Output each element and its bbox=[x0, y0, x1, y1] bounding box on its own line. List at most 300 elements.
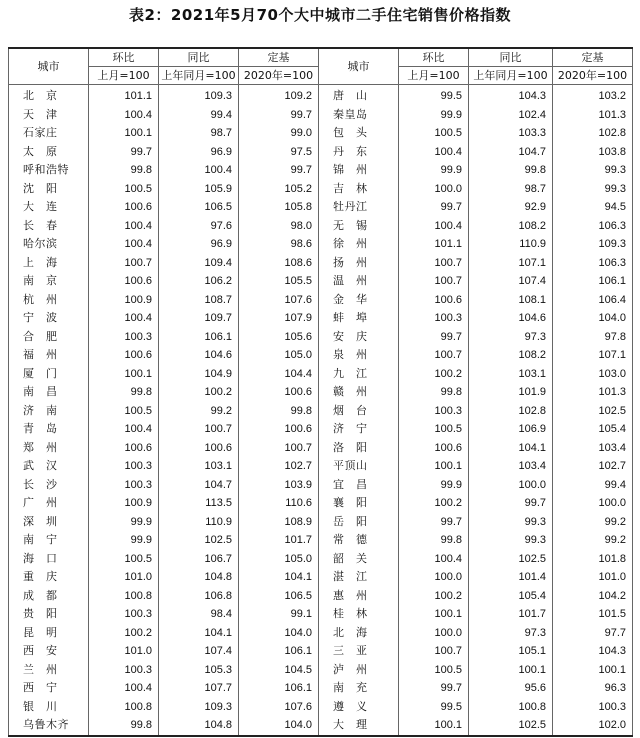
table-row bbox=[9, 328, 633, 347]
left-city-name: 天 津 bbox=[9, 106, 89, 125]
right-yoy-value: 108.1 bbox=[469, 291, 553, 310]
table-row bbox=[9, 716, 633, 736]
fixed-header-right: 定基 bbox=[553, 48, 633, 67]
left-yoy-value: 96.9 bbox=[159, 235, 239, 254]
right-city-name: 泉 州 bbox=[319, 346, 399, 365]
right-fixed-value: 101.0 bbox=[553, 568, 633, 587]
right-fixed-value: 104.0 bbox=[553, 309, 633, 328]
left-yoy-value: 104.8 bbox=[159, 716, 239, 736]
right-mom-value: 100.5 bbox=[399, 124, 469, 143]
right-yoy-value: 97.3 bbox=[469, 328, 553, 347]
left-mom-value: 100.3 bbox=[89, 661, 159, 680]
right-fixed-value: 106.3 bbox=[553, 254, 633, 273]
right-fixed-value: 106.4 bbox=[553, 291, 633, 310]
right-yoy-value: 100.0 bbox=[469, 476, 553, 495]
left-mom-value: 100.7 bbox=[89, 254, 159, 273]
left-fixed-value: 108.6 bbox=[239, 254, 319, 273]
right-yoy-value: 101.4 bbox=[469, 568, 553, 587]
right-mom-value: 100.4 bbox=[399, 143, 469, 162]
city-header-left: 城市 bbox=[9, 48, 89, 85]
left-mom-value: 100.3 bbox=[89, 457, 159, 476]
left-fixed-value: 104.0 bbox=[239, 624, 319, 643]
right-fixed-value: 101.5 bbox=[553, 605, 633, 624]
right-yoy-value: 105.4 bbox=[469, 587, 553, 606]
right-mom-value: 99.5 bbox=[399, 698, 469, 717]
left-fixed-value: 104.1 bbox=[239, 568, 319, 587]
right-fixed-value: 99.2 bbox=[553, 513, 633, 532]
right-city-name: 丹 东 bbox=[319, 143, 399, 162]
right-fixed-value: 101.3 bbox=[553, 383, 633, 402]
left-city-name: 长 沙 bbox=[9, 476, 89, 495]
table-row bbox=[9, 642, 633, 661]
left-yoy-value: 104.7 bbox=[159, 476, 239, 495]
table-row bbox=[9, 309, 633, 328]
left-fixed-value: 106.1 bbox=[239, 642, 319, 661]
right-mom-value: 100.2 bbox=[399, 494, 469, 513]
left-yoy-value: 102.5 bbox=[159, 531, 239, 550]
left-yoy-value: 109.3 bbox=[159, 85, 239, 106]
left-fixed-value: 97.5 bbox=[239, 143, 319, 162]
left-fixed-value: 98.0 bbox=[239, 217, 319, 236]
left-yoy-value: 103.1 bbox=[159, 457, 239, 476]
table-row bbox=[9, 513, 633, 532]
left-city-name: 济 南 bbox=[9, 402, 89, 421]
right-fixed-value: 97.7 bbox=[553, 624, 633, 643]
right-mom-value: 99.8 bbox=[399, 531, 469, 550]
table-row bbox=[9, 365, 633, 384]
right-fixed-value: 103.0 bbox=[553, 365, 633, 384]
left-city-name: 深 圳 bbox=[9, 513, 89, 532]
right-mom-value: 100.7 bbox=[399, 254, 469, 273]
right-yoy-value: 104.6 bbox=[469, 309, 553, 328]
right-mom-value: 100.0 bbox=[399, 568, 469, 587]
left-mom-value: 100.4 bbox=[89, 235, 159, 254]
left-yoy-value: 106.2 bbox=[159, 272, 239, 291]
right-yoy-value: 97.3 bbox=[469, 624, 553, 643]
right-fixed-value: 107.1 bbox=[553, 346, 633, 365]
right-mom-value: 99.5 bbox=[399, 85, 469, 106]
right-yoy-value: 108.2 bbox=[469, 217, 553, 236]
page-title: 表2：2021年5月70个大中城市二手住宅销售价格指数 bbox=[129, 6, 511, 24]
right-yoy-value: 103.4 bbox=[469, 457, 553, 476]
table-row bbox=[9, 605, 633, 624]
right-mom-value: 100.5 bbox=[399, 420, 469, 439]
left-fixed-value: 104.0 bbox=[239, 716, 319, 736]
left-yoy-value: 98.4 bbox=[159, 605, 239, 624]
left-yoy-value: 104.9 bbox=[159, 365, 239, 384]
left-yoy-value: 104.1 bbox=[159, 624, 239, 643]
left-fixed-value: 107.9 bbox=[239, 309, 319, 328]
right-city-name: 金 华 bbox=[319, 291, 399, 310]
yoy-header-left: 同比 bbox=[159, 48, 239, 67]
right-yoy-value: 102.5 bbox=[469, 716, 553, 736]
left-fixed-value: 99.7 bbox=[239, 161, 319, 180]
right-yoy-value: 103.3 bbox=[469, 124, 553, 143]
left-fixed-value: 105.5 bbox=[239, 272, 319, 291]
left-city-name: 北 京 bbox=[9, 85, 89, 106]
left-yoy-value: 109.7 bbox=[159, 309, 239, 328]
left-mom-value: 101.0 bbox=[89, 642, 159, 661]
right-fixed-value: 100.1 bbox=[553, 661, 633, 680]
right-yoy-value: 103.1 bbox=[469, 365, 553, 384]
right-city-name: 包 头 bbox=[319, 124, 399, 143]
left-fixed-value: 110.6 bbox=[239, 494, 319, 513]
left-mom-value: 100.9 bbox=[89, 494, 159, 513]
right-city-name: 烟 台 bbox=[319, 402, 399, 421]
right-fixed-value: 101.3 bbox=[553, 106, 633, 125]
left-yoy-value: 108.7 bbox=[159, 291, 239, 310]
left-mom-value: 100.2 bbox=[89, 624, 159, 643]
right-city-name: 桂 林 bbox=[319, 605, 399, 624]
left-mom-value: 100.5 bbox=[89, 550, 159, 569]
right-fixed-value: 103.2 bbox=[553, 85, 633, 106]
left-fixed-value: 104.4 bbox=[239, 365, 319, 384]
right-yoy-value: 101.7 bbox=[469, 605, 553, 624]
left-yoy-value: 109.4 bbox=[159, 254, 239, 273]
right-yoy-value: 107.1 bbox=[469, 254, 553, 273]
left-city-name: 兰 州 bbox=[9, 661, 89, 680]
right-mom-value: 100.7 bbox=[399, 346, 469, 365]
left-mom-value: 101.0 bbox=[89, 568, 159, 587]
right-mom-value: 100.0 bbox=[399, 180, 469, 199]
right-mom-value: 100.2 bbox=[399, 587, 469, 606]
table-row bbox=[9, 291, 633, 310]
right-city-name: 扬 州 bbox=[319, 254, 399, 273]
left-yoy-value: 107.4 bbox=[159, 642, 239, 661]
right-city-name: 洛 阳 bbox=[319, 439, 399, 458]
right-fixed-value: 102.5 bbox=[553, 402, 633, 421]
left-mom-value: 100.4 bbox=[89, 679, 159, 698]
right-city-name: 遵 义 bbox=[319, 698, 399, 717]
right-city-name: 吉 林 bbox=[319, 180, 399, 199]
right-fixed-value: 106.1 bbox=[553, 272, 633, 291]
left-mom-value: 100.6 bbox=[89, 198, 159, 217]
right-city-name: 锦 州 bbox=[319, 161, 399, 180]
left-city-name: 南 宁 bbox=[9, 531, 89, 550]
left-fixed-value: 99.0 bbox=[239, 124, 319, 143]
right-fixed-value: 109.3 bbox=[553, 235, 633, 254]
right-fixed-value: 100.0 bbox=[553, 494, 633, 513]
left-yoy-value: 100.2 bbox=[159, 383, 239, 402]
right-mom-value: 100.3 bbox=[399, 402, 469, 421]
left-yoy-value: 99.4 bbox=[159, 106, 239, 125]
left-yoy-value: 99.2 bbox=[159, 402, 239, 421]
right-city-name: 岳 阳 bbox=[319, 513, 399, 532]
left-city-name: 上 海 bbox=[9, 254, 89, 273]
left-city-name: 郑 州 bbox=[9, 439, 89, 458]
left-yoy-value: 106.7 bbox=[159, 550, 239, 569]
left-city-name: 宁 波 bbox=[9, 309, 89, 328]
right-yoy-value: 92.9 bbox=[469, 198, 553, 217]
left-yoy-value: 100.6 bbox=[159, 439, 239, 458]
left-city-name: 海 口 bbox=[9, 550, 89, 569]
right-city-name: 牡丹江 bbox=[319, 198, 399, 217]
left-yoy-value: 100.4 bbox=[159, 161, 239, 180]
right-mom-value: 100.6 bbox=[399, 291, 469, 310]
left-city-name: 乌鲁木齐 bbox=[9, 716, 89, 736]
left-fixed-value: 98.6 bbox=[239, 235, 319, 254]
right-yoy-value: 99.3 bbox=[469, 513, 553, 532]
right-fixed-value: 96.3 bbox=[553, 679, 633, 698]
left-fixed-value: 106.5 bbox=[239, 587, 319, 606]
right-fixed-value: 104.3 bbox=[553, 642, 633, 661]
right-city-name: 蚌 埠 bbox=[319, 309, 399, 328]
left-city-name: 武 汉 bbox=[9, 457, 89, 476]
left-fixed-value: 99.1 bbox=[239, 605, 319, 624]
table-row bbox=[9, 346, 633, 365]
left-city-name: 重 庆 bbox=[9, 568, 89, 587]
table-row bbox=[9, 198, 633, 217]
right-fixed-value: 103.4 bbox=[553, 439, 633, 458]
right-yoy-value: 104.3 bbox=[469, 85, 553, 106]
right-mom-value: 100.5 bbox=[399, 661, 469, 680]
yoy-subheader-left: 上年同月=100 bbox=[159, 67, 239, 85]
left-mom-value: 101.1 bbox=[89, 85, 159, 106]
right-yoy-value: 99.3 bbox=[469, 531, 553, 550]
left-city-name: 合 肥 bbox=[9, 328, 89, 347]
right-fixed-value: 105.4 bbox=[553, 420, 633, 439]
left-city-name: 石家庄 bbox=[9, 124, 89, 143]
left-yoy-value: 107.7 bbox=[159, 679, 239, 698]
right-city-name: 秦皇岛 bbox=[319, 106, 399, 125]
left-yoy-value: 104.8 bbox=[159, 568, 239, 587]
left-fixed-value: 102.7 bbox=[239, 457, 319, 476]
right-city-name: 无 锡 bbox=[319, 217, 399, 236]
right-yoy-value: 102.5 bbox=[469, 550, 553, 569]
right-fixed-value: 99.4 bbox=[553, 476, 633, 495]
right-yoy-value: 101.9 bbox=[469, 383, 553, 402]
right-city-name: 济 宁 bbox=[319, 420, 399, 439]
right-city-name: 惠 州 bbox=[319, 587, 399, 606]
left-fixed-value: 104.5 bbox=[239, 661, 319, 680]
table-row bbox=[9, 143, 633, 162]
right-yoy-value: 104.7 bbox=[469, 143, 553, 162]
right-yoy-value: 106.9 bbox=[469, 420, 553, 439]
right-mom-value: 99.8 bbox=[399, 383, 469, 402]
right-yoy-value: 99.7 bbox=[469, 494, 553, 513]
left-mom-value: 100.6 bbox=[89, 346, 159, 365]
table-row bbox=[9, 106, 633, 125]
table-row bbox=[9, 679, 633, 698]
right-fixed-value: 99.2 bbox=[553, 531, 633, 550]
table-row bbox=[9, 180, 633, 199]
left-fixed-value: 105.6 bbox=[239, 328, 319, 347]
right-city-name: 湛 江 bbox=[319, 568, 399, 587]
table-row bbox=[9, 217, 633, 236]
right-fixed-value: 102.8 bbox=[553, 124, 633, 143]
right-mom-value: 100.7 bbox=[399, 642, 469, 661]
right-city-name: 温 州 bbox=[319, 272, 399, 291]
right-city-name: 泸 州 bbox=[319, 661, 399, 680]
left-fixed-value: 100.6 bbox=[239, 383, 319, 402]
table-row bbox=[9, 420, 633, 439]
right-mom-value: 100.6 bbox=[399, 439, 469, 458]
right-mom-value: 100.4 bbox=[399, 217, 469, 236]
left-mom-value: 100.6 bbox=[89, 272, 159, 291]
left-mom-value: 100.4 bbox=[89, 309, 159, 328]
mom-header-left: 环比 bbox=[89, 48, 159, 67]
table-row bbox=[9, 439, 633, 458]
yoy-header-right: 同比 bbox=[469, 48, 553, 67]
left-city-name: 贵 阳 bbox=[9, 605, 89, 624]
left-mom-value: 100.3 bbox=[89, 605, 159, 624]
left-yoy-value: 105.9 bbox=[159, 180, 239, 199]
fixed-header-left: 定基 bbox=[239, 48, 319, 67]
table-row bbox=[9, 254, 633, 273]
table-row bbox=[9, 587, 633, 606]
left-fixed-value: 108.9 bbox=[239, 513, 319, 532]
right-mom-value: 100.7 bbox=[399, 272, 469, 291]
right-city-name: 韶 关 bbox=[319, 550, 399, 569]
right-city-name: 襄 阳 bbox=[319, 494, 399, 513]
right-mom-value: 100.4 bbox=[399, 550, 469, 569]
left-fixed-value: 109.2 bbox=[239, 85, 319, 106]
right-mom-value: 99.7 bbox=[399, 513, 469, 532]
right-yoy-value: 107.4 bbox=[469, 272, 553, 291]
right-fixed-value: 103.8 bbox=[553, 143, 633, 162]
right-mom-value: 99.9 bbox=[399, 161, 469, 180]
right-city-name: 三 亚 bbox=[319, 642, 399, 661]
right-fixed-value: 99.3 bbox=[553, 161, 633, 180]
right-city-name: 唐 山 bbox=[319, 85, 399, 106]
left-mom-value: 99.9 bbox=[89, 531, 159, 550]
table-row bbox=[9, 494, 633, 513]
left-city-name: 厦 门 bbox=[9, 365, 89, 384]
table-row bbox=[9, 698, 633, 717]
left-city-name: 广 州 bbox=[9, 494, 89, 513]
table-row bbox=[9, 235, 633, 254]
right-mom-value: 100.1 bbox=[399, 716, 469, 736]
right-mom-value: 99.9 bbox=[399, 106, 469, 125]
right-mom-value: 100.3 bbox=[399, 309, 469, 328]
right-yoy-value: 110.9 bbox=[469, 235, 553, 254]
fixed-subheader-right: 2020年=100 bbox=[553, 67, 633, 85]
left-city-name: 哈尔滨 bbox=[9, 235, 89, 254]
right-yoy-value: 108.2 bbox=[469, 346, 553, 365]
right-mom-value: 99.7 bbox=[399, 679, 469, 698]
left-yoy-value: 98.7 bbox=[159, 124, 239, 143]
right-yoy-value: 104.1 bbox=[469, 439, 553, 458]
left-city-name: 南 昌 bbox=[9, 383, 89, 402]
right-yoy-value: 98.7 bbox=[469, 180, 553, 199]
left-mom-value: 100.5 bbox=[89, 402, 159, 421]
left-fixed-value: 107.6 bbox=[239, 291, 319, 310]
right-fixed-value: 97.8 bbox=[553, 328, 633, 347]
left-city-name: 银 川 bbox=[9, 698, 89, 717]
left-fixed-value: 106.1 bbox=[239, 679, 319, 698]
left-fixed-value: 100.7 bbox=[239, 439, 319, 458]
right-yoy-value: 105.1 bbox=[469, 642, 553, 661]
left-mom-value: 99.7 bbox=[89, 143, 159, 162]
right-city-name: 徐 州 bbox=[319, 235, 399, 254]
right-city-name: 安 庆 bbox=[319, 328, 399, 347]
left-mom-value: 100.1 bbox=[89, 365, 159, 384]
table-row bbox=[9, 568, 633, 587]
right-fixed-value: 99.3 bbox=[553, 180, 633, 199]
left-mom-value: 100.3 bbox=[89, 328, 159, 347]
table-row bbox=[9, 85, 633, 106]
table-row bbox=[9, 624, 633, 643]
left-fixed-value: 99.7 bbox=[239, 106, 319, 125]
left-city-name: 呼和浩特 bbox=[9, 161, 89, 180]
right-mom-value: 100.0 bbox=[399, 624, 469, 643]
right-city-name: 北 海 bbox=[319, 624, 399, 643]
right-fixed-value: 101.8 bbox=[553, 550, 633, 569]
right-yoy-value: 99.8 bbox=[469, 161, 553, 180]
right-city-name: 大 理 bbox=[319, 716, 399, 736]
left-mom-value: 100.5 bbox=[89, 180, 159, 199]
right-fixed-value: 104.2 bbox=[553, 587, 633, 606]
left-mom-value: 100.8 bbox=[89, 698, 159, 717]
table-row bbox=[9, 531, 633, 550]
left-yoy-value: 106.1 bbox=[159, 328, 239, 347]
left-city-name: 太 原 bbox=[9, 143, 89, 162]
fixed-subheader-left: 2020年=100 bbox=[239, 67, 319, 85]
left-city-name: 福 州 bbox=[9, 346, 89, 365]
left-city-name: 长 春 bbox=[9, 217, 89, 236]
left-mom-value: 100.4 bbox=[89, 217, 159, 236]
left-city-name: 昆 明 bbox=[9, 624, 89, 643]
table-row bbox=[9, 383, 633, 402]
left-mom-value: 100.6 bbox=[89, 439, 159, 458]
mom-subheader-left: 上月=100 bbox=[89, 67, 159, 85]
left-fixed-value: 105.0 bbox=[239, 346, 319, 365]
left-yoy-value: 104.6 bbox=[159, 346, 239, 365]
right-fixed-value: 106.3 bbox=[553, 217, 633, 236]
left-city-name: 南 京 bbox=[9, 272, 89, 291]
left-city-name: 沈 阳 bbox=[9, 180, 89, 199]
left-mom-value: 100.3 bbox=[89, 476, 159, 495]
table-row bbox=[9, 272, 633, 291]
price-index-table bbox=[8, 47, 633, 737]
table-body bbox=[9, 85, 633, 736]
left-city-name: 西 安 bbox=[9, 642, 89, 661]
right-yoy-value: 100.8 bbox=[469, 698, 553, 717]
left-mom-value: 99.9 bbox=[89, 513, 159, 532]
right-city-name: 赣 州 bbox=[319, 383, 399, 402]
left-mom-value: 99.8 bbox=[89, 716, 159, 736]
right-mom-value: 100.1 bbox=[399, 457, 469, 476]
left-yoy-value: 96.9 bbox=[159, 143, 239, 162]
left-yoy-value: 113.5 bbox=[159, 494, 239, 513]
left-mom-value: 100.1 bbox=[89, 124, 159, 143]
left-mom-value: 100.4 bbox=[89, 420, 159, 439]
yoy-subheader-right: 上年同月=100 bbox=[469, 67, 553, 85]
mom-subheader-right: 上月=100 bbox=[399, 67, 469, 85]
right-city-name: 宜 昌 bbox=[319, 476, 399, 495]
right-yoy-value: 100.1 bbox=[469, 661, 553, 680]
right-city-name: 平顶山 bbox=[319, 457, 399, 476]
left-fixed-value: 105.0 bbox=[239, 550, 319, 569]
mom-header-right: 环比 bbox=[399, 48, 469, 67]
left-city-name: 西 宁 bbox=[9, 679, 89, 698]
right-mom-value: 99.7 bbox=[399, 198, 469, 217]
right-yoy-value: 102.8 bbox=[469, 402, 553, 421]
left-yoy-value: 106.5 bbox=[159, 198, 239, 217]
left-fixed-value: 105.8 bbox=[239, 198, 319, 217]
table-row bbox=[9, 550, 633, 569]
table-row bbox=[9, 124, 633, 143]
table-row bbox=[9, 161, 633, 180]
left-yoy-value: 106.8 bbox=[159, 587, 239, 606]
table-row bbox=[9, 476, 633, 495]
left-city-name: 大 连 bbox=[9, 198, 89, 217]
table-row bbox=[9, 457, 633, 476]
right-fixed-value: 102.0 bbox=[553, 716, 633, 736]
left-mom-value: 100.4 bbox=[89, 106, 159, 125]
right-yoy-value: 95.6 bbox=[469, 679, 553, 698]
left-fixed-value: 101.7 bbox=[239, 531, 319, 550]
